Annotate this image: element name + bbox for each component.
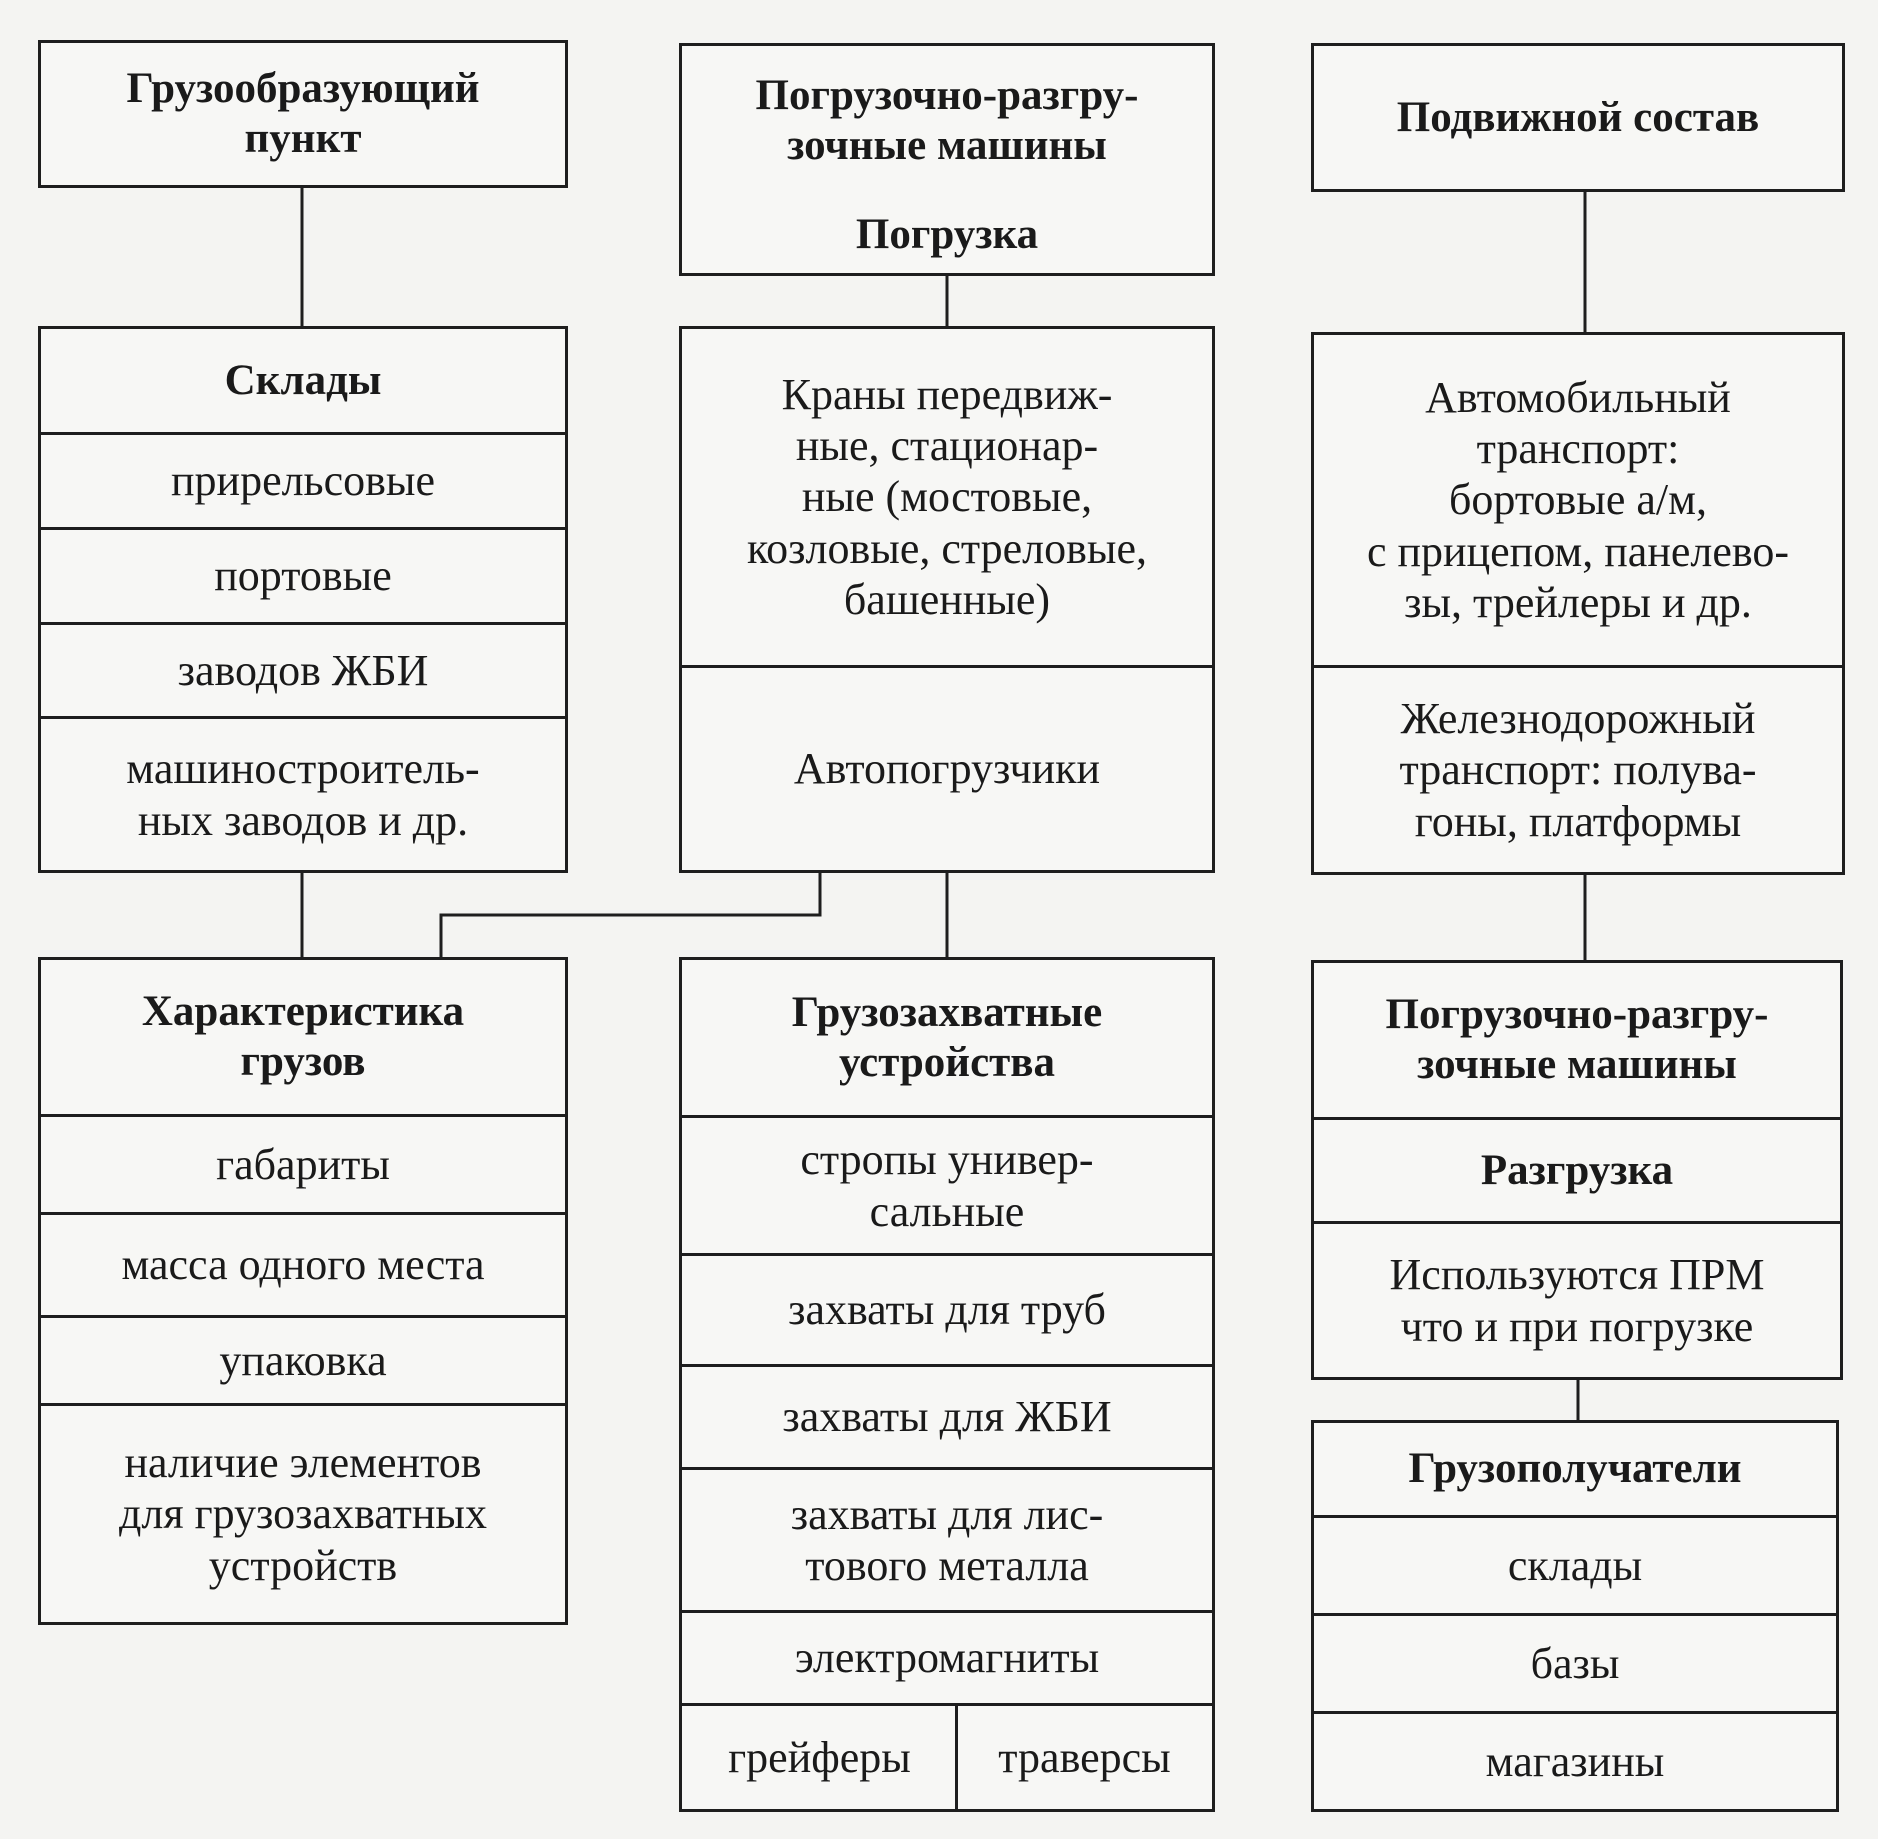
cargo-characteristics-box	[38, 957, 568, 1625]
gripping-item-slings: стропы универ- сальные	[682, 1115, 1212, 1253]
gripping-item-traverses: траверсы	[957, 1703, 1212, 1809]
loading-equipment-box	[679, 326, 1215, 873]
consignee-item-shops: магазины	[1314, 1711, 1836, 1809]
consignees-box	[1311, 1420, 1839, 1812]
warehouse-item-port: портовые	[41, 527, 565, 622]
gripping-item-concrete-grips: захваты для ЖБИ	[682, 1364, 1212, 1467]
unloading-machines-box	[1311, 960, 1843, 1380]
source-point-title: Грузообразующий пункт	[126, 65, 480, 162]
transport-item-road: Автомобильный транспорт: бортовые а/м, с прицепом, панелево- зы, трейлеры и др.	[1366, 373, 1790, 627]
gripping-item-grabs: грейферы	[682, 1703, 957, 1809]
unloading-subtitle: Разгрузка	[1314, 1117, 1840, 1221]
grabs-traverses-divider	[955, 1703, 958, 1809]
unloading-machines-title: Погрузочно-разгру- зочные машины	[1385, 991, 1769, 1088]
consignee-item-bases: базы	[1314, 1613, 1836, 1711]
rolling-stock-box	[1311, 43, 1845, 192]
gripping-devices-box	[679, 957, 1215, 1812]
transport-item-rail: Железнодорожный транспорт: полува- гоны, платформы	[1314, 665, 1842, 872]
warehouse-item-concrete-plants: заводов ЖБИ	[41, 622, 565, 716]
gripping-devices-title: Грузозахватные устройства	[791, 988, 1103, 1086]
transport-box	[1311, 332, 1845, 875]
warehouse-item-machine-plants: машиностроитель- ных заводов и др.	[41, 716, 565, 870]
characteristic-item-packaging: упаковка	[41, 1315, 565, 1403]
source-point-box	[38, 40, 568, 188]
loading-machines-box	[679, 43, 1215, 276]
consignee-item-warehouses: склады	[1314, 1515, 1836, 1613]
connector-middle-to-characteristics	[441, 873, 820, 957]
gripping-item-sheet-metal-grips: захваты для лис- тового металла	[682, 1467, 1212, 1610]
consignees-title: Грузополучатели	[1408, 1445, 1742, 1493]
cranes-item: Краны передвиж- ные, стационар- ные (мостовые, козловые, стреловые, башенные)	[747, 370, 1147, 624]
warehouses-title: Склады	[224, 356, 382, 404]
characteristic-item-gripping-elements: наличие элементов для грузозахватных устройств	[41, 1403, 565, 1622]
warehouse-item-rail: прирельсовые	[41, 432, 565, 527]
rolling-stock-title: Подвижной состав	[1396, 93, 1760, 141]
cargo-characteristics-title: Характеристика грузов	[141, 988, 465, 1085]
forklifts-item: Автопогрузчики	[682, 665, 1212, 870]
warehouses-box	[38, 326, 568, 873]
unloading-note: Используются ПРМ что и при погрузке	[1314, 1221, 1840, 1377]
gripping-item-pipe-grips: захваты для труб	[682, 1253, 1212, 1364]
loading-subtitle: Погрузка	[855, 210, 1039, 258]
characteristic-item-dimensions: габариты	[41, 1114, 565, 1212]
characteristic-item-mass: масса одного места	[41, 1212, 565, 1315]
loading-machines-title: Погрузочно-разгру- зочные машины	[755, 72, 1139, 169]
gripping-item-electromagnets: электромагниты	[682, 1610, 1212, 1703]
